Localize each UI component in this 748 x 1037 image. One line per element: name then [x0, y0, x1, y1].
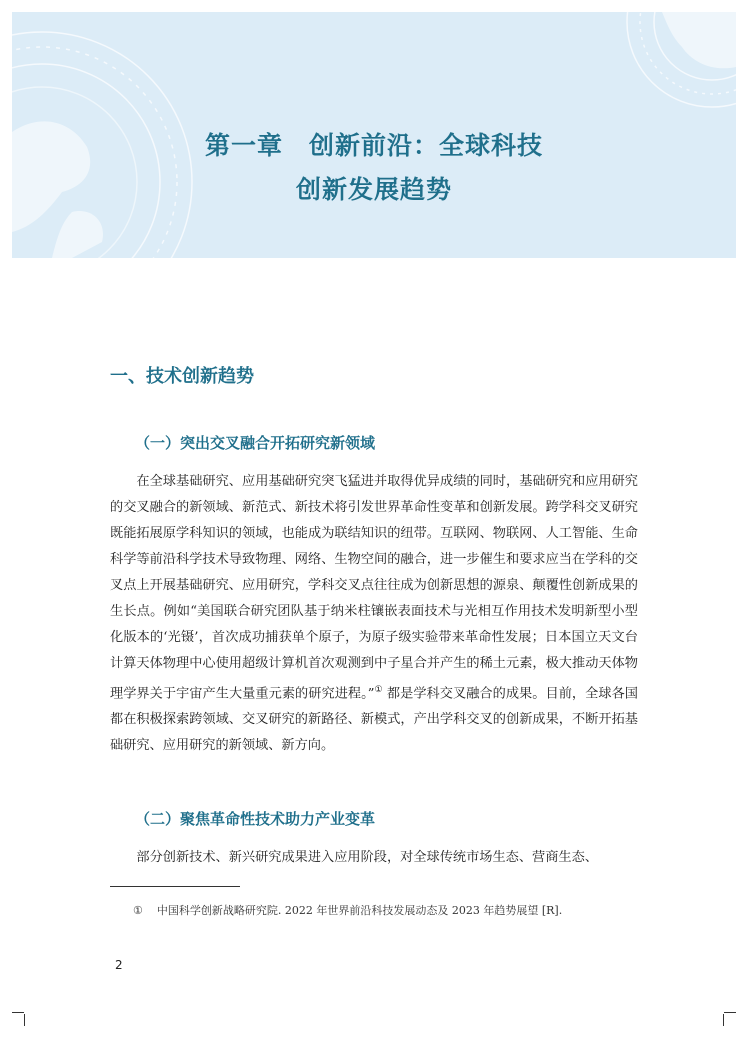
chapter-banner — [12, 12, 736, 258]
crop-mark — [24, 1014, 25, 1026]
footnote-reference[interactable]: ① — [374, 685, 383, 695]
crop-mark — [723, 1014, 724, 1026]
paragraph-text-tail: 都是学科交叉融合的成果。目前，全球各国都在积极探索跨领域、交叉研究的新路径、新模式，产出学科交叉的创新成果，不断开拓基础研究、应用研究的新领域、新方向。 — [110, 686, 638, 754]
footnote — [133, 902, 562, 918]
chapter-title — [12, 124, 736, 212]
footnote-divider — [110, 886, 240, 887]
crop-mark — [12, 1012, 24, 1013]
page-number: 2 — [115, 958, 123, 972]
footnote-mark: ① — [133, 904, 143, 917]
section-heading: 一、技术创新趋势 — [110, 366, 254, 387]
footnote-text: 中国科学创新战略研究院. 2022 年世界前沿科技发展动态及 2023 年趋势展望 [R]. — [156, 904, 563, 917]
paragraph-text: 在全球基础研究、应用基础研究突飞猛进并取得优异成绩的同时，基础研究和应用研究的交叉融合的新领域、新范式、新技术将引发世界革命性变革和创新发展。跨学科交叉研究既能拓展原学科知识的领域，也能成为联结知识的纽带。互联网、物联网、人工智能、生命科学等前沿科学技术导致物理、网络、生物空间的融合，进一步催生和要求应当在学科的交叉点上开展基础研究、应用研究，学科交叉点往往成为创新思想的源泉、颠覆性创新成果的生长点。例如“美国联合研究团队基于纳米柱镶嵌表面技术与光相互作用技术发明新型小型化版本的‘光镊’，首次成功捕获单个原子，为原子级实验带来革命性发展；日本国立天文台计算天体物理中心使用超级计算机首次观测到中子星合并产生的稀土元素，极大推动天体物理学界关于宇宙产生大量重元素的研究进程。” — [110, 474, 638, 702]
chapter-title-line1: 第一章 创新前沿：全球科技 — [204, 131, 543, 160]
crop-mark — [724, 1012, 736, 1013]
chapter-title-line2: 创新发展趋势 — [295, 175, 452, 204]
subsection-heading-1: （一）突出交叉融合开拓研究新领域 — [135, 434, 376, 452]
body-paragraph-1 — [110, 469, 638, 759]
subsection-heading-2: （二）聚焦革命性技术助力产业变革 — [135, 810, 376, 828]
body-paragraph-2: 部分创新技术、新兴研究成果进入应用阶段，对全球传统市场生态、营商生态、 — [136, 850, 598, 865]
